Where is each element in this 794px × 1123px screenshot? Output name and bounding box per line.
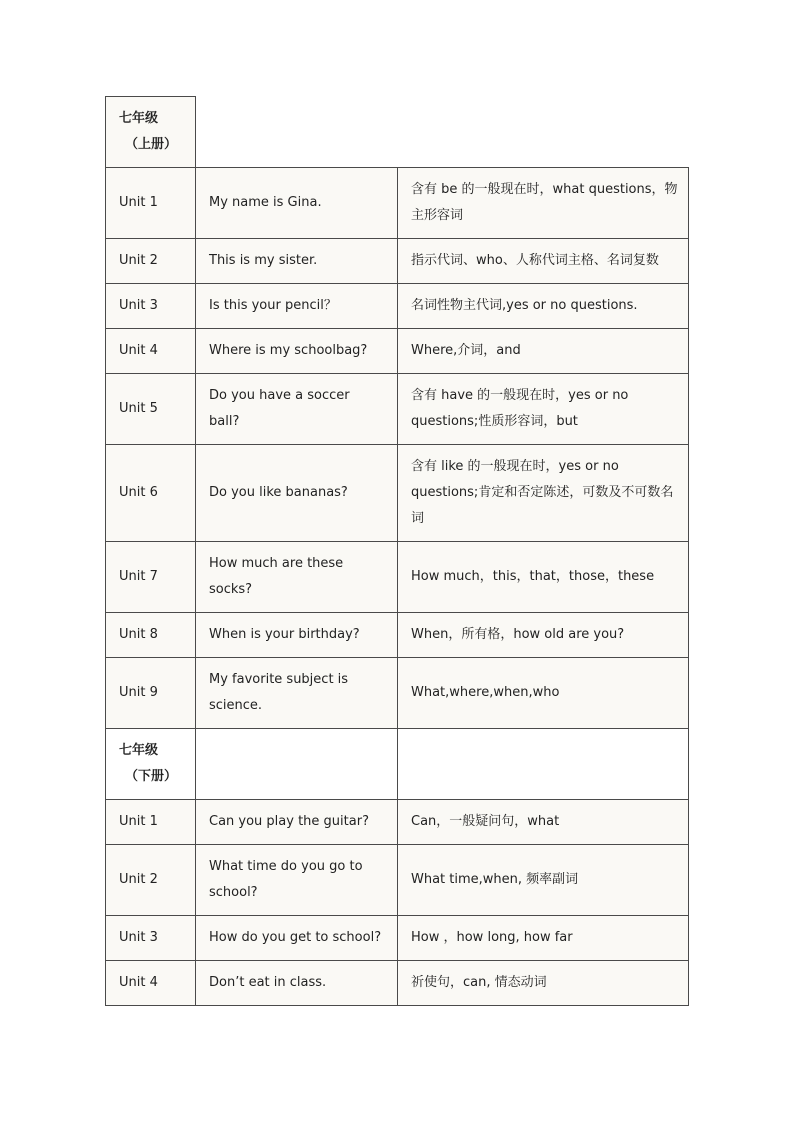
unit-title-cell: Do you have a soccer ball?: [195, 373, 398, 445]
unit-title-cell: When is your birthday?: [195, 612, 398, 658]
grammar-points-cell: Where,介词，and: [397, 328, 689, 374]
unit-title-cell: My favorite subject is science.: [195, 657, 398, 729]
empty-cell: [397, 728, 689, 800]
unit-title-cell: Where is my schoolbag?: [195, 328, 398, 374]
unit-cell: Unit 7: [105, 541, 196, 613]
grammar-points-cell: What time,when, 频率副词: [397, 844, 689, 916]
unit-title-cell: How do you get to school?: [195, 915, 398, 961]
unit-title-cell: This is my sister.: [195, 238, 398, 284]
grammar-points-cell: 含有 be 的一般现在时，what questions，物主形容词: [397, 167, 689, 239]
grade-header-lower: [105, 728, 196, 800]
unit-title-cell: How much are these socks?: [195, 541, 398, 613]
unit-cell: Unit 1: [105, 167, 196, 239]
volume-label: （上册）: [125, 137, 178, 152]
unit-cell: Unit 6: [105, 444, 196, 542]
volume-label: （下册）: [125, 769, 178, 784]
unit-cell: Unit 8: [105, 612, 196, 658]
grade-label: 七年级: [119, 111, 159, 126]
unit-cell: Unit 1: [105, 799, 196, 845]
unit-title-cell: Can you play the guitar?: [195, 799, 398, 845]
grade-label: 七年级: [119, 743, 159, 758]
grammar-points-cell: 含有 like 的一般现在时，yes or no questions;肯定和否定陈述，可数及不可数名词: [397, 444, 689, 542]
grammar-points-cell: How ，how long, how far: [397, 915, 689, 961]
unit-cell: Unit 3: [105, 915, 196, 961]
grammar-points-cell: 祈使句，can, 情态动词: [397, 960, 689, 1006]
empty-cell: [195, 728, 398, 800]
unit-cell: Unit 3: [105, 283, 196, 329]
unit-cell: Unit 4: [105, 328, 196, 374]
unit-cell: Unit 2: [105, 238, 196, 284]
grammar-points-cell: 含有 have 的一般现在时，yes or no questions;性质形容词，but: [397, 373, 689, 445]
grammar-points-cell: Can，一般疑问句，what: [397, 799, 689, 845]
grammar-points-cell: How much，this，that，those，these: [397, 541, 689, 613]
unit-cell: Unit 9: [105, 657, 196, 729]
unit-cell: Unit 5: [105, 373, 196, 445]
grade-header-upper: [105, 96, 196, 168]
grammar-points-cell: 名词性物主代词,yes or no questions.: [397, 283, 689, 329]
unit-title-cell: What time do you go to school?: [195, 844, 398, 916]
grammar-points-cell: What,where,when,who: [397, 657, 689, 729]
unit-cell: Unit 4: [105, 960, 196, 1006]
unit-title-cell: Is this your pencil？: [195, 283, 398, 329]
unit-title-cell: My name is Gina.: [195, 167, 398, 239]
unit-title-cell: Do you like bananas?: [195, 444, 398, 542]
grammar-points-cell: 指示代词、who、人称代词主格、名词复数: [397, 238, 689, 284]
unit-title-cell: Don’t eat in class.: [195, 960, 398, 1006]
unit-cell: Unit 2: [105, 844, 196, 916]
grammar-points-cell: When，所有格，how old are you?: [397, 612, 689, 658]
